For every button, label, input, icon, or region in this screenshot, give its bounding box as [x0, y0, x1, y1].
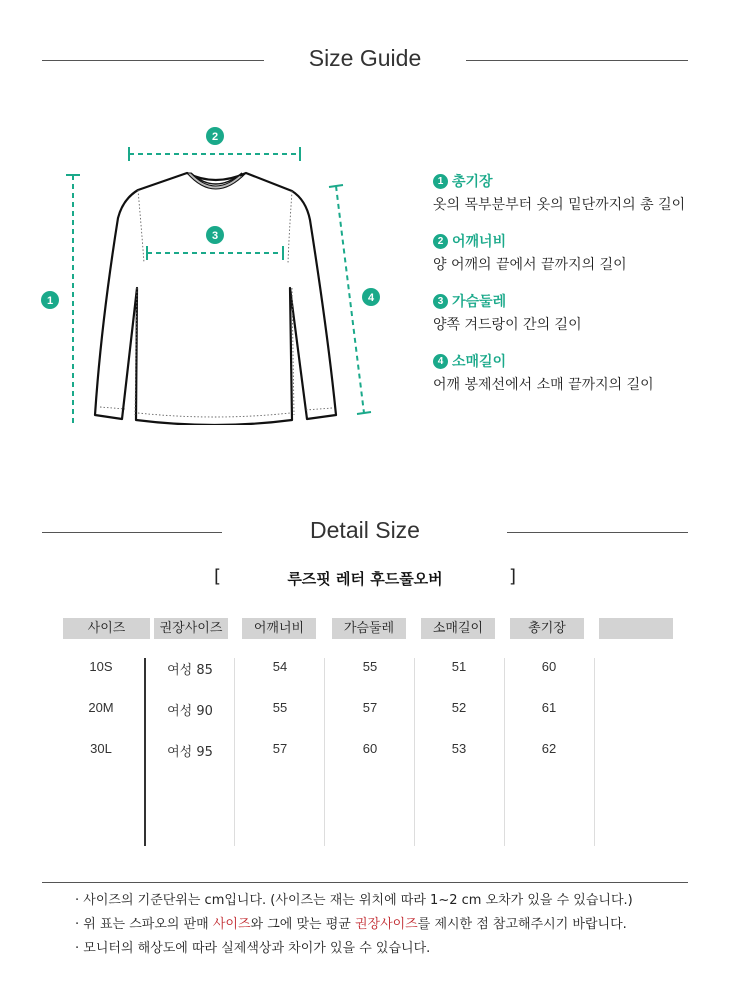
guide-item-shoulder [433, 231, 627, 274]
size-guide-title: Size Guide [303, 45, 428, 71]
guide-title: 가슴둘레 [452, 294, 507, 310]
header-size: 사이즈 [63, 618, 150, 639]
column-divider [414, 658, 415, 846]
cell-total-length: 62 [541, 741, 557, 756]
column-divider [504, 658, 505, 846]
cell-shoulder: 57 [272, 741, 288, 756]
marker-1 [41, 291, 59, 309]
notes-rule [42, 882, 688, 883]
header-total-length: 총기장 [510, 618, 584, 639]
marker-4 [362, 288, 380, 306]
cell-sleeve: 53 [451, 741, 467, 756]
cell-total-length: 61 [541, 700, 557, 715]
cell-size: 10S [89, 659, 113, 674]
bracket-close: ] [509, 566, 517, 587]
header-shoulder: 어깨너비 [242, 618, 316, 639]
cell-sleeve: 52 [451, 700, 467, 715]
cell-size: 20M [88, 700, 114, 715]
size-guide-heading [0, 45, 730, 72]
cell-shoulder: 54 [272, 659, 288, 674]
guide-title: 소매길이 [452, 354, 507, 370]
header-sleeve: 소매길이 [421, 618, 495, 639]
detail-size-heading [0, 517, 730, 544]
cell-recommended: 여성 90 [167, 704, 213, 719]
guide-desc: 어깨 봉제선에서 소매 끝까지의 길이 [433, 377, 654, 393]
cell-size: 30L [90, 741, 112, 756]
header-empty [599, 618, 673, 639]
number-2-icon: 2 [433, 234, 448, 249]
product-line [0, 566, 730, 590]
guide-desc: 양쪽 겨드랑이 간의 길이 [433, 317, 582, 333]
column-divider [324, 658, 325, 846]
product-name: 루즈핏 레터 후드풀오버 [287, 570, 443, 588]
shirt-diagram [30, 125, 430, 425]
bracket-open: [ [214, 566, 222, 587]
marker-3 [206, 226, 224, 244]
detail-size-title: Detail Size [304, 517, 426, 543]
shirt-outline [95, 173, 336, 425]
cell-sleeve: 51 [451, 659, 467, 674]
guide-desc: 양 어깨의 끝에서 끝까지의 길이 [433, 257, 627, 273]
note-3: · 모니터의 해상도에 따라 실제색상과 차이가 있을 수 있습니다. [75, 941, 431, 956]
header-chest: 가슴둘레 [332, 618, 406, 639]
column-divider [144, 658, 146, 846]
number-3-icon: 3 [433, 294, 448, 309]
guide-title: 총기장 [452, 174, 493, 190]
cell-shoulder: 55 [272, 700, 288, 715]
cell-recommended: 여성 85 [167, 663, 213, 678]
cell-chest: 57 [362, 700, 378, 715]
number-1-icon: 1 [433, 174, 448, 189]
guide-item-sleeve [433, 351, 654, 394]
note-1: · 사이즈의 기준단위는 cm입니다. (사이즈는 재는 위치에 따라 1~2 cm 오차가 있을 수 있습니다.) [75, 893, 633, 908]
guide-desc: 옷의 목부분부터 옷의 밑단까지의 총 길이 [433, 197, 686, 213]
header-recommended-size: 권장사이즈 [154, 618, 228, 639]
svg-text:2: 2 [211, 131, 219, 143]
notes-list [75, 892, 633, 964]
measure-shoulder [129, 147, 300, 161]
cell-recommended: 여성 95 [167, 745, 213, 760]
cell-total-length: 60 [541, 659, 557, 674]
cell-chest: 55 [362, 659, 378, 674]
highlight-size: 사이즈 [212, 917, 251, 932]
cell-chest: 60 [362, 741, 378, 756]
note-2: · 위 표는 스파오의 판매 사이즈와 그에 맞는 평균 권장사이즈를 제시한 점 참고해주시기 바랍니다. [75, 917, 627, 932]
svg-text:3: 3 [211, 230, 219, 242]
guide-item-total-length [433, 171, 685, 214]
guide-title: 어깨너비 [452, 234, 507, 250]
column-divider [234, 658, 235, 846]
measure-total-length [66, 175, 80, 425]
highlight-recommended-size: 권장사이즈 [354, 917, 418, 932]
guide-item-chest [433, 291, 582, 334]
marker-2 [206, 127, 224, 145]
column-divider [594, 658, 595, 846]
number-4-icon: 4 [433, 354, 448, 369]
svg-text:4: 4 [367, 292, 375, 304]
svg-text:1: 1 [46, 295, 54, 307]
